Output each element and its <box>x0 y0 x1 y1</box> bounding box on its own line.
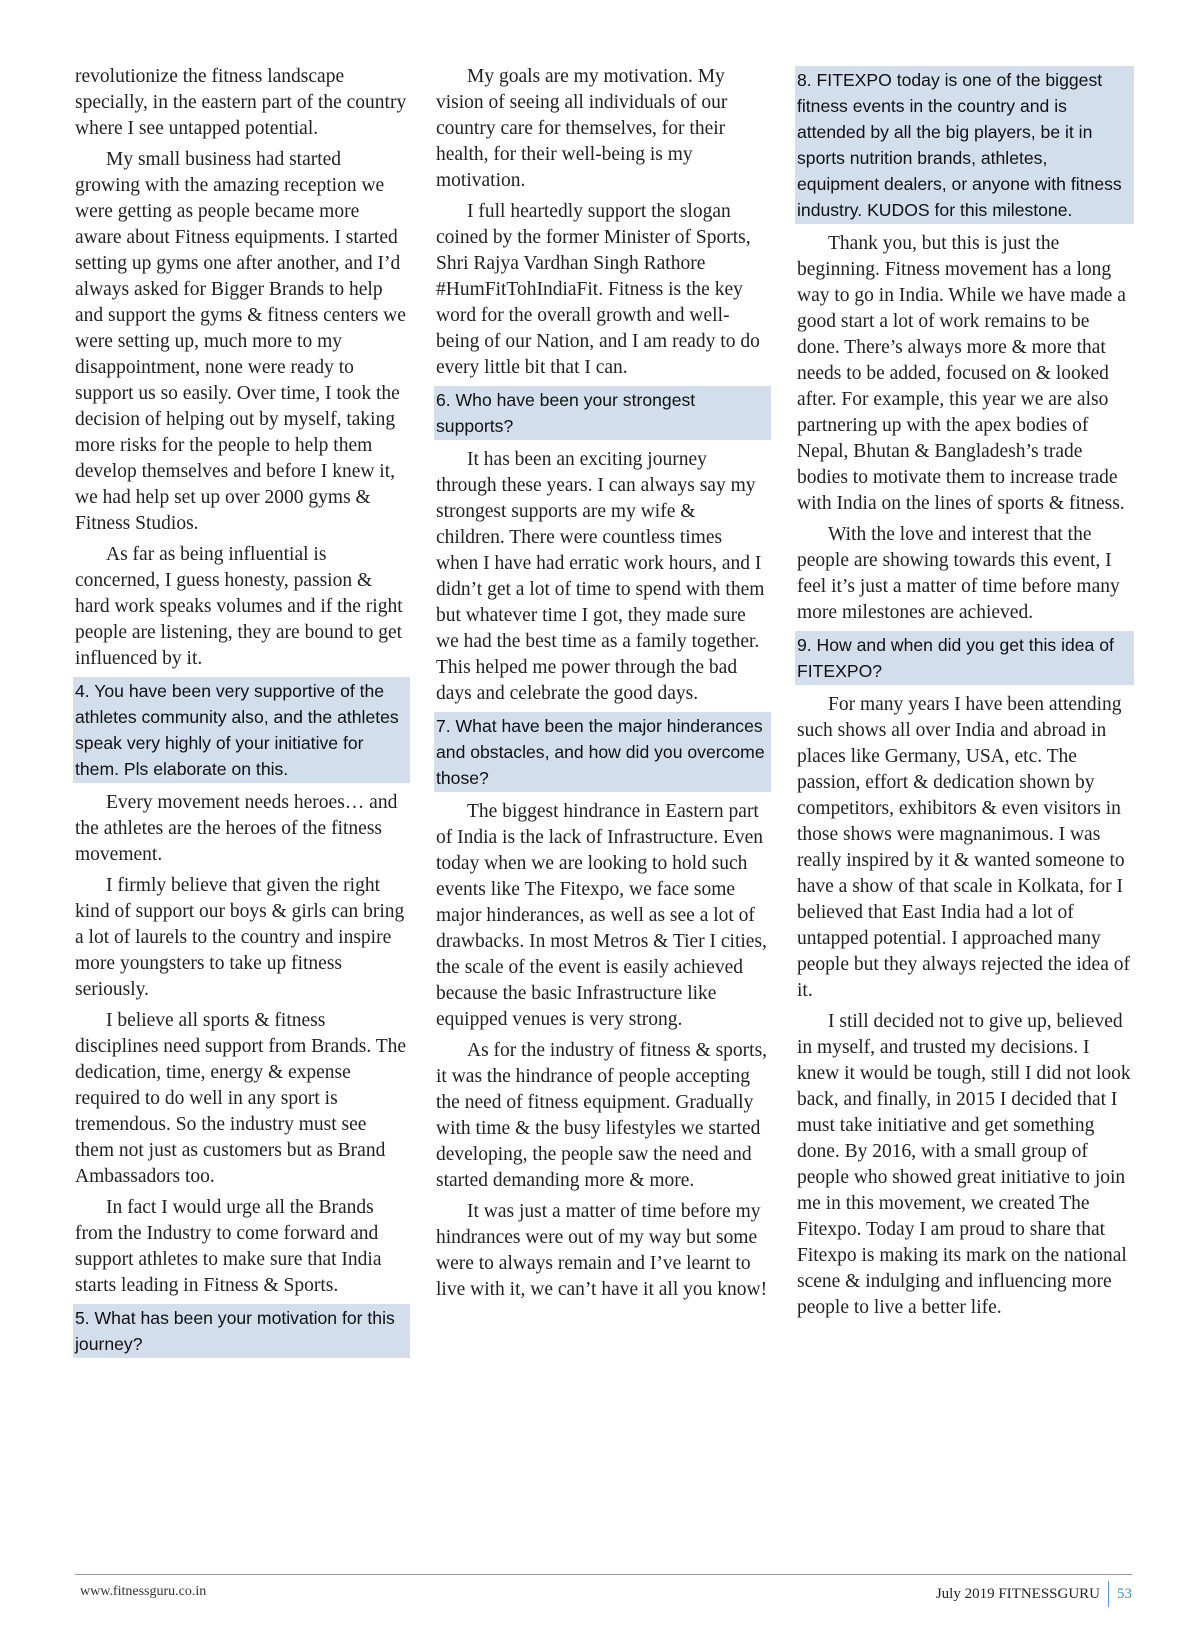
body-paragraph: It was just a matter of time before my hindrances were out of my way but some were to always remain and I’ve learnt to live with it, we can’t have it all you know! <box>436 1201 768 1300</box>
body-paragraph: Thank you, but this is just the beginning. Fitness movement has a long way to go in India. While we have made a good start a lot of work remains to be done. There’s always more & more that needs to be added, focused on & looked after. For example, this year we are also partnering up with the apex bodies of Nepal, Bhutan & Bangladesh’s trade bodies to motivate them to increase trade with India on the lines of sports & fitness. <box>797 233 1126 514</box>
question-heading: 4. You have been very supportive of the athletes community also, and the athletes speak very highly of your initiative for them. Pls elaborate on this. <box>73 677 410 783</box>
body-paragraph: I still decided not to give up, believed in myself, and trusted my decisions. I knew it would be tough, still I did not look back, and finally, in 2015 I decided that I must take initiative and get something done. By 2016, with a small group of people who showed great initiative to join me in this movement, we created The Fitexpo. Today I am proud to share that Fitexpo is making its mark on the national scene & indulging and influencing more people to live a better life. <box>797 1011 1131 1318</box>
body-paragraph: It has been an exciting journey through these years. I can always say my strongest supports are my wife & children. There were countless times when I have had erratic work hours, and I didn’t get a lot of time to spend with them but whatever time I got, they made sure we had the best time as a family together. This helped me power through the bad days and celebrate the good days. <box>436 449 765 704</box>
body-paragraph: The biggest hindrance in Eastern part of India is the lack of Infrastructure. Even today when we are looking to hold such events like The Fitexpo, we face some major hinderances, as well as see a lot of drawbacks. In most Metros & Tier I cities, the scale of the event is easily achieved because the basic Infrastructure like equipped venues is very strong. <box>436 801 767 1030</box>
footer-divider <box>75 1574 1132 1575</box>
page-number: 53 <box>1117 1585 1132 1602</box>
question-heading: 8. FITEXPO today is one of the biggest fitness events in the country and is attended by all the big players, be it in sports nutrition brands, athletes, equipment dealers, or anyone with fitness industry. KUDOS for this milestone. <box>795 66 1134 224</box>
footer-website: www.fitnessguru.co.in <box>80 1584 207 1599</box>
question-heading: 5. What has been your motivation for this journey? <box>73 1304 410 1358</box>
body-paragraph: In fact I would urge all the Brands from the Industry to come forward and support athletes to make sure that India starts leading in Fitness & Sports. <box>75 1197 382 1296</box>
body-paragraph: As for the industry of fitness & sports, it was the hindrance of people accepting the need of fitness equipment. Gradually with time & the busy lifestyles we started developing, the people saw the need and started demanding more & more. <box>436 1040 768 1191</box>
question-heading: 9. How and when did you get this idea of FITEXPO? <box>795 631 1134 685</box>
body-paragraph: I firmly believe that given the right kind of support our boys & girls can bring a lot of laurels to the country and inspire more youngsters to take up fitness seriously. <box>75 875 405 1000</box>
column-1 <box>75 64 408 1365</box>
footer-separator <box>1108 1581 1109 1607</box>
footer-issue-label: July 2019 FITNESSGURU <box>935 1585 1100 1602</box>
body-paragraph: Every movement needs heroes… and the athletes are the heroes of the fitness movement. <box>75 792 398 865</box>
body-paragraph: My small business had started growing with the amazing reception we were getting as people became more aware about Fitness equipments. I started setting up gyms one after another, and I’d always asked for Bigger Brands to help and support the gyms & fitness centers we were setting up, much more to my disappointment, none were ready to support us so easily. Over time, I took the decision of helping out by myself, taking more risks for the people to help them develop themselves and before I knew it, we had help set up over 2000 gyms & Fitness Studios. <box>75 149 406 534</box>
body-paragraph: As far as being influential is concerned, I guess honesty, passion & hard work speaks volumes and if the right people are listening, they are bound to get influenced by it. <box>75 544 403 669</box>
body-paragraph: With the love and interest that the people are showing towards this event, I feel it’s just a matter of time before many more milestones are achieved. <box>797 524 1120 623</box>
column-3 <box>797 64 1132 1326</box>
body-paragraph: I full heartedly support the slogan coined by the former Minister of Sports, Shri Rajya Vardhan Singh Rathore #HumFitTohIndiaFit. Fitness is the key word for the overall growth and well-being of our Nation, and I am ready to do every little bit that I can. <box>436 201 760 378</box>
column-2 <box>436 64 769 1308</box>
question-heading: 6. Who have been your strongest supports? <box>434 386 771 440</box>
body-paragraph: My goals are my motivation. My vision of seeing all individuals of our country care for themselves, for their health, for their well-being is my motivation. <box>436 66 728 191</box>
question-heading: 7. What have been the major hinderances and obstacles, and how did you overcome those? <box>434 712 771 792</box>
footer-issue-block <box>936 1580 1132 1608</box>
body-paragraph: I believe all sports & fitness disciplines need support from Brands. The dedication, time, energy & expense required to do well in any sport is tremendous. So the industry must see them not just as customers but as Brand Ambassadors too. <box>75 1010 407 1187</box>
body-paragraph: For many years I have been attending such shows all over India and abroad in places like Germany, USA, etc. The passion, effort & dedication shown by competitors, exhibitors & even visitors in those shows were magnanimous. I was really inspired by it & wanted someone to have a show of that scale in Kolkata, for I believed that East India had a lot of untapped potential. I approached many people but they always rejected the idea of it. <box>797 694 1130 1001</box>
body-paragraph: revolutionize the fitness landscape specially, in the eastern part of the country where I see untapped potential. <box>75 66 407 139</box>
